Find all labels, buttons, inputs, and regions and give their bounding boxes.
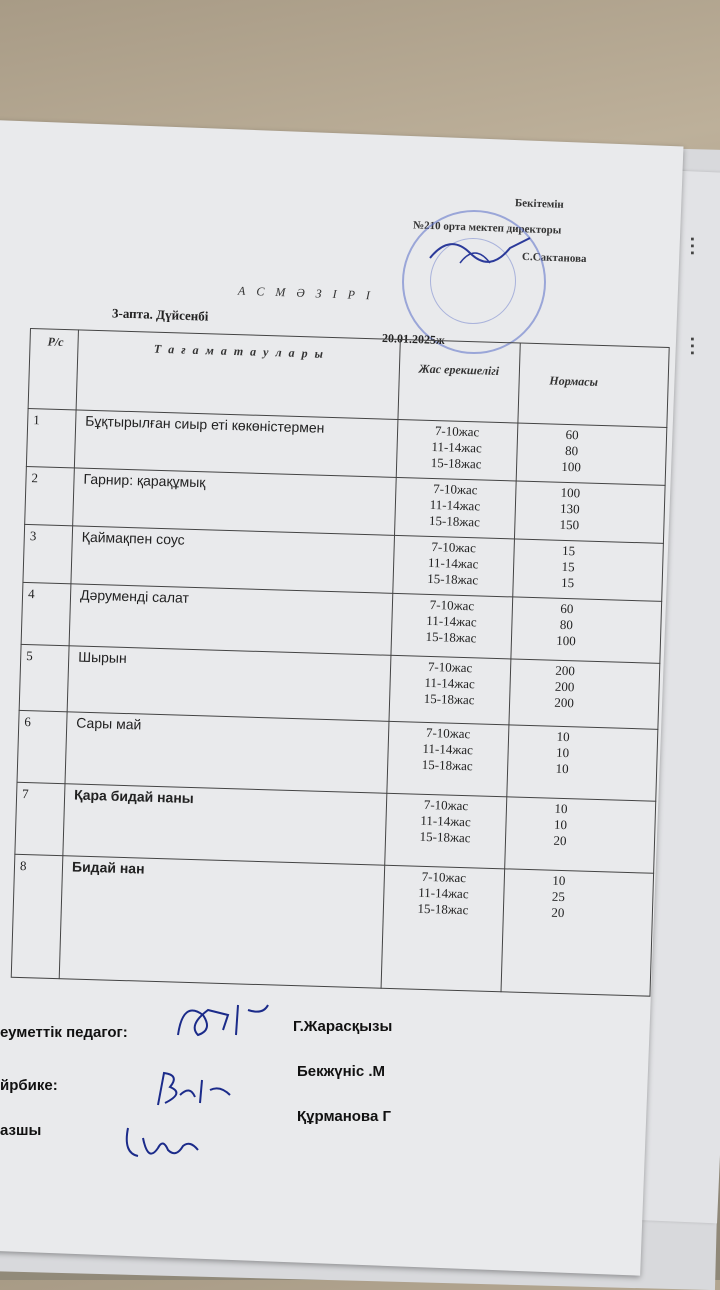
norm-value: 100 xyxy=(561,458,582,475)
menu-table xyxy=(11,328,670,997)
norm-value: 20 xyxy=(553,832,567,849)
age-group: 11-14жас xyxy=(422,740,474,758)
dish-name: Бұқтырылған сиыр еті көкөністермен xyxy=(85,412,325,436)
age-group: 7-10жас xyxy=(425,724,471,742)
norm-value: 15 xyxy=(561,558,575,575)
handwritten-signature-3 xyxy=(118,1118,208,1168)
dish-name: Қаймақпен соус xyxy=(81,528,185,548)
age-group: 15-18жас xyxy=(423,690,475,708)
norm-value: 10 xyxy=(556,728,570,745)
row-number: 4 xyxy=(27,586,35,602)
signature-name-3: Құрманова Г xyxy=(297,1108,391,1125)
signature-role-1: еуметтік педагог: xyxy=(0,1024,128,1041)
dish-name: Гарнир: қарақұмық xyxy=(83,470,206,491)
norm-value: 15 xyxy=(561,542,576,559)
header-number: Р/с xyxy=(47,334,64,349)
row-number: 8 xyxy=(19,857,27,874)
age-groups xyxy=(390,796,501,847)
norm-values xyxy=(526,600,607,650)
norm-value: 200 xyxy=(554,678,575,695)
age-group: 7-10жас xyxy=(427,658,473,676)
age-group: 7-10жас xyxy=(431,539,477,556)
age-group: 7-10жас xyxy=(434,423,480,440)
document-title: А С М Ә З І Р І xyxy=(237,283,375,303)
dish-name: Дәруменді салат xyxy=(79,586,190,606)
signature-role-3: азшы xyxy=(0,1122,42,1139)
signature-name-1: Г.Жарасқызы xyxy=(293,1018,393,1035)
signature-name-2: Бекжүніс .М xyxy=(297,1063,386,1080)
age-group: 11-14жас xyxy=(418,884,469,902)
handwritten-signature-1 xyxy=(168,995,278,1045)
age-group: 11-14жас xyxy=(427,554,479,572)
age-group: 11-14жас xyxy=(426,612,477,630)
norm-value: 200 xyxy=(555,662,576,679)
age-group: 11-14жас xyxy=(420,812,471,830)
header-dish-name: Т а ғ а м а т а у л а р ы xyxy=(153,341,326,361)
approval-director: №210 орта мектеп директоры xyxy=(412,219,562,237)
row-number: 7 xyxy=(21,785,29,802)
row-number: 5 xyxy=(26,648,34,664)
approval-name: С.Сактанова xyxy=(521,250,587,266)
norm-value: 25 xyxy=(551,888,566,905)
row-number: 1 xyxy=(33,412,41,428)
handwritten-signature-2 xyxy=(150,1065,240,1115)
norm-values xyxy=(531,426,612,476)
norm-value: 20 xyxy=(551,904,565,921)
row-number: 6 xyxy=(24,714,32,730)
norm-values xyxy=(520,800,601,850)
norm-value: 10 xyxy=(555,744,570,761)
age-group: 11-14жас xyxy=(431,438,483,456)
age-group: 15-18жас xyxy=(427,570,479,588)
norm-value: 15 xyxy=(560,574,575,591)
age-group: 15-18жас xyxy=(430,454,482,472)
age-group: 15-18жас xyxy=(428,512,481,530)
side-mark-2: ▪ ▪ ▪ xyxy=(685,337,698,355)
signature-role-2: йрбике: xyxy=(0,1077,58,1094)
age-group: 11-14жас xyxy=(429,496,481,514)
norm-value: 200 xyxy=(554,694,575,711)
norm-value: 60 xyxy=(565,426,579,443)
age-group: 7-10жас xyxy=(423,796,469,814)
age-group: 7-10жас xyxy=(429,596,475,614)
norm-values xyxy=(522,728,603,778)
approval-heading: Бекітемін xyxy=(514,197,564,211)
dish-name: Сары май xyxy=(76,714,142,733)
norm-values xyxy=(524,662,605,712)
dish-name: Бидай нан xyxy=(71,858,145,877)
norm-value: 150 xyxy=(559,516,580,533)
age-group: 7-10жас xyxy=(433,481,478,498)
age-groups xyxy=(392,724,503,775)
norm-values xyxy=(527,542,608,592)
norm-value: 10 xyxy=(555,760,569,777)
norm-value: 80 xyxy=(559,616,574,633)
norm-value: 80 xyxy=(564,442,579,459)
age-groups xyxy=(398,538,509,589)
norm-values xyxy=(518,872,599,922)
age-group: 7-10жас xyxy=(421,868,467,886)
norm-value: 10 xyxy=(552,872,566,889)
age-group: 15-18жас xyxy=(425,628,477,646)
norm-value: 10 xyxy=(554,800,568,817)
age-group: 15-18жас xyxy=(421,756,473,774)
dish-name: Шырын xyxy=(78,648,127,667)
week-day: 3-апта. Дүйсенбі xyxy=(111,305,209,324)
age-groups xyxy=(394,658,505,709)
menu-date: 20.01.2025ж xyxy=(381,330,445,348)
norm-value: 100 xyxy=(560,484,581,501)
header-age: Жас ерекшелігі xyxy=(418,361,500,378)
age-groups xyxy=(401,422,512,473)
age-groups xyxy=(396,596,507,647)
age-groups xyxy=(399,480,510,531)
dish-name: Қара бидай наны xyxy=(73,786,195,807)
age-groups xyxy=(388,868,499,919)
side-mark-1: ▪ ▪ ▪ xyxy=(685,237,698,255)
norm-values xyxy=(529,484,610,534)
norm-value: 60 xyxy=(560,600,574,617)
director-signature xyxy=(420,228,540,278)
row-number: 3 xyxy=(29,528,37,544)
norm-value: 10 xyxy=(553,816,568,833)
age-group: 15-18жас xyxy=(419,828,471,846)
header-norm: Нормасы xyxy=(549,373,599,389)
norm-value: 100 xyxy=(555,632,576,649)
age-group: 11-14жас xyxy=(424,674,476,692)
row-number: 2 xyxy=(31,470,39,486)
age-group: 15-18жас xyxy=(417,900,469,918)
norm-value: 130 xyxy=(559,500,580,517)
